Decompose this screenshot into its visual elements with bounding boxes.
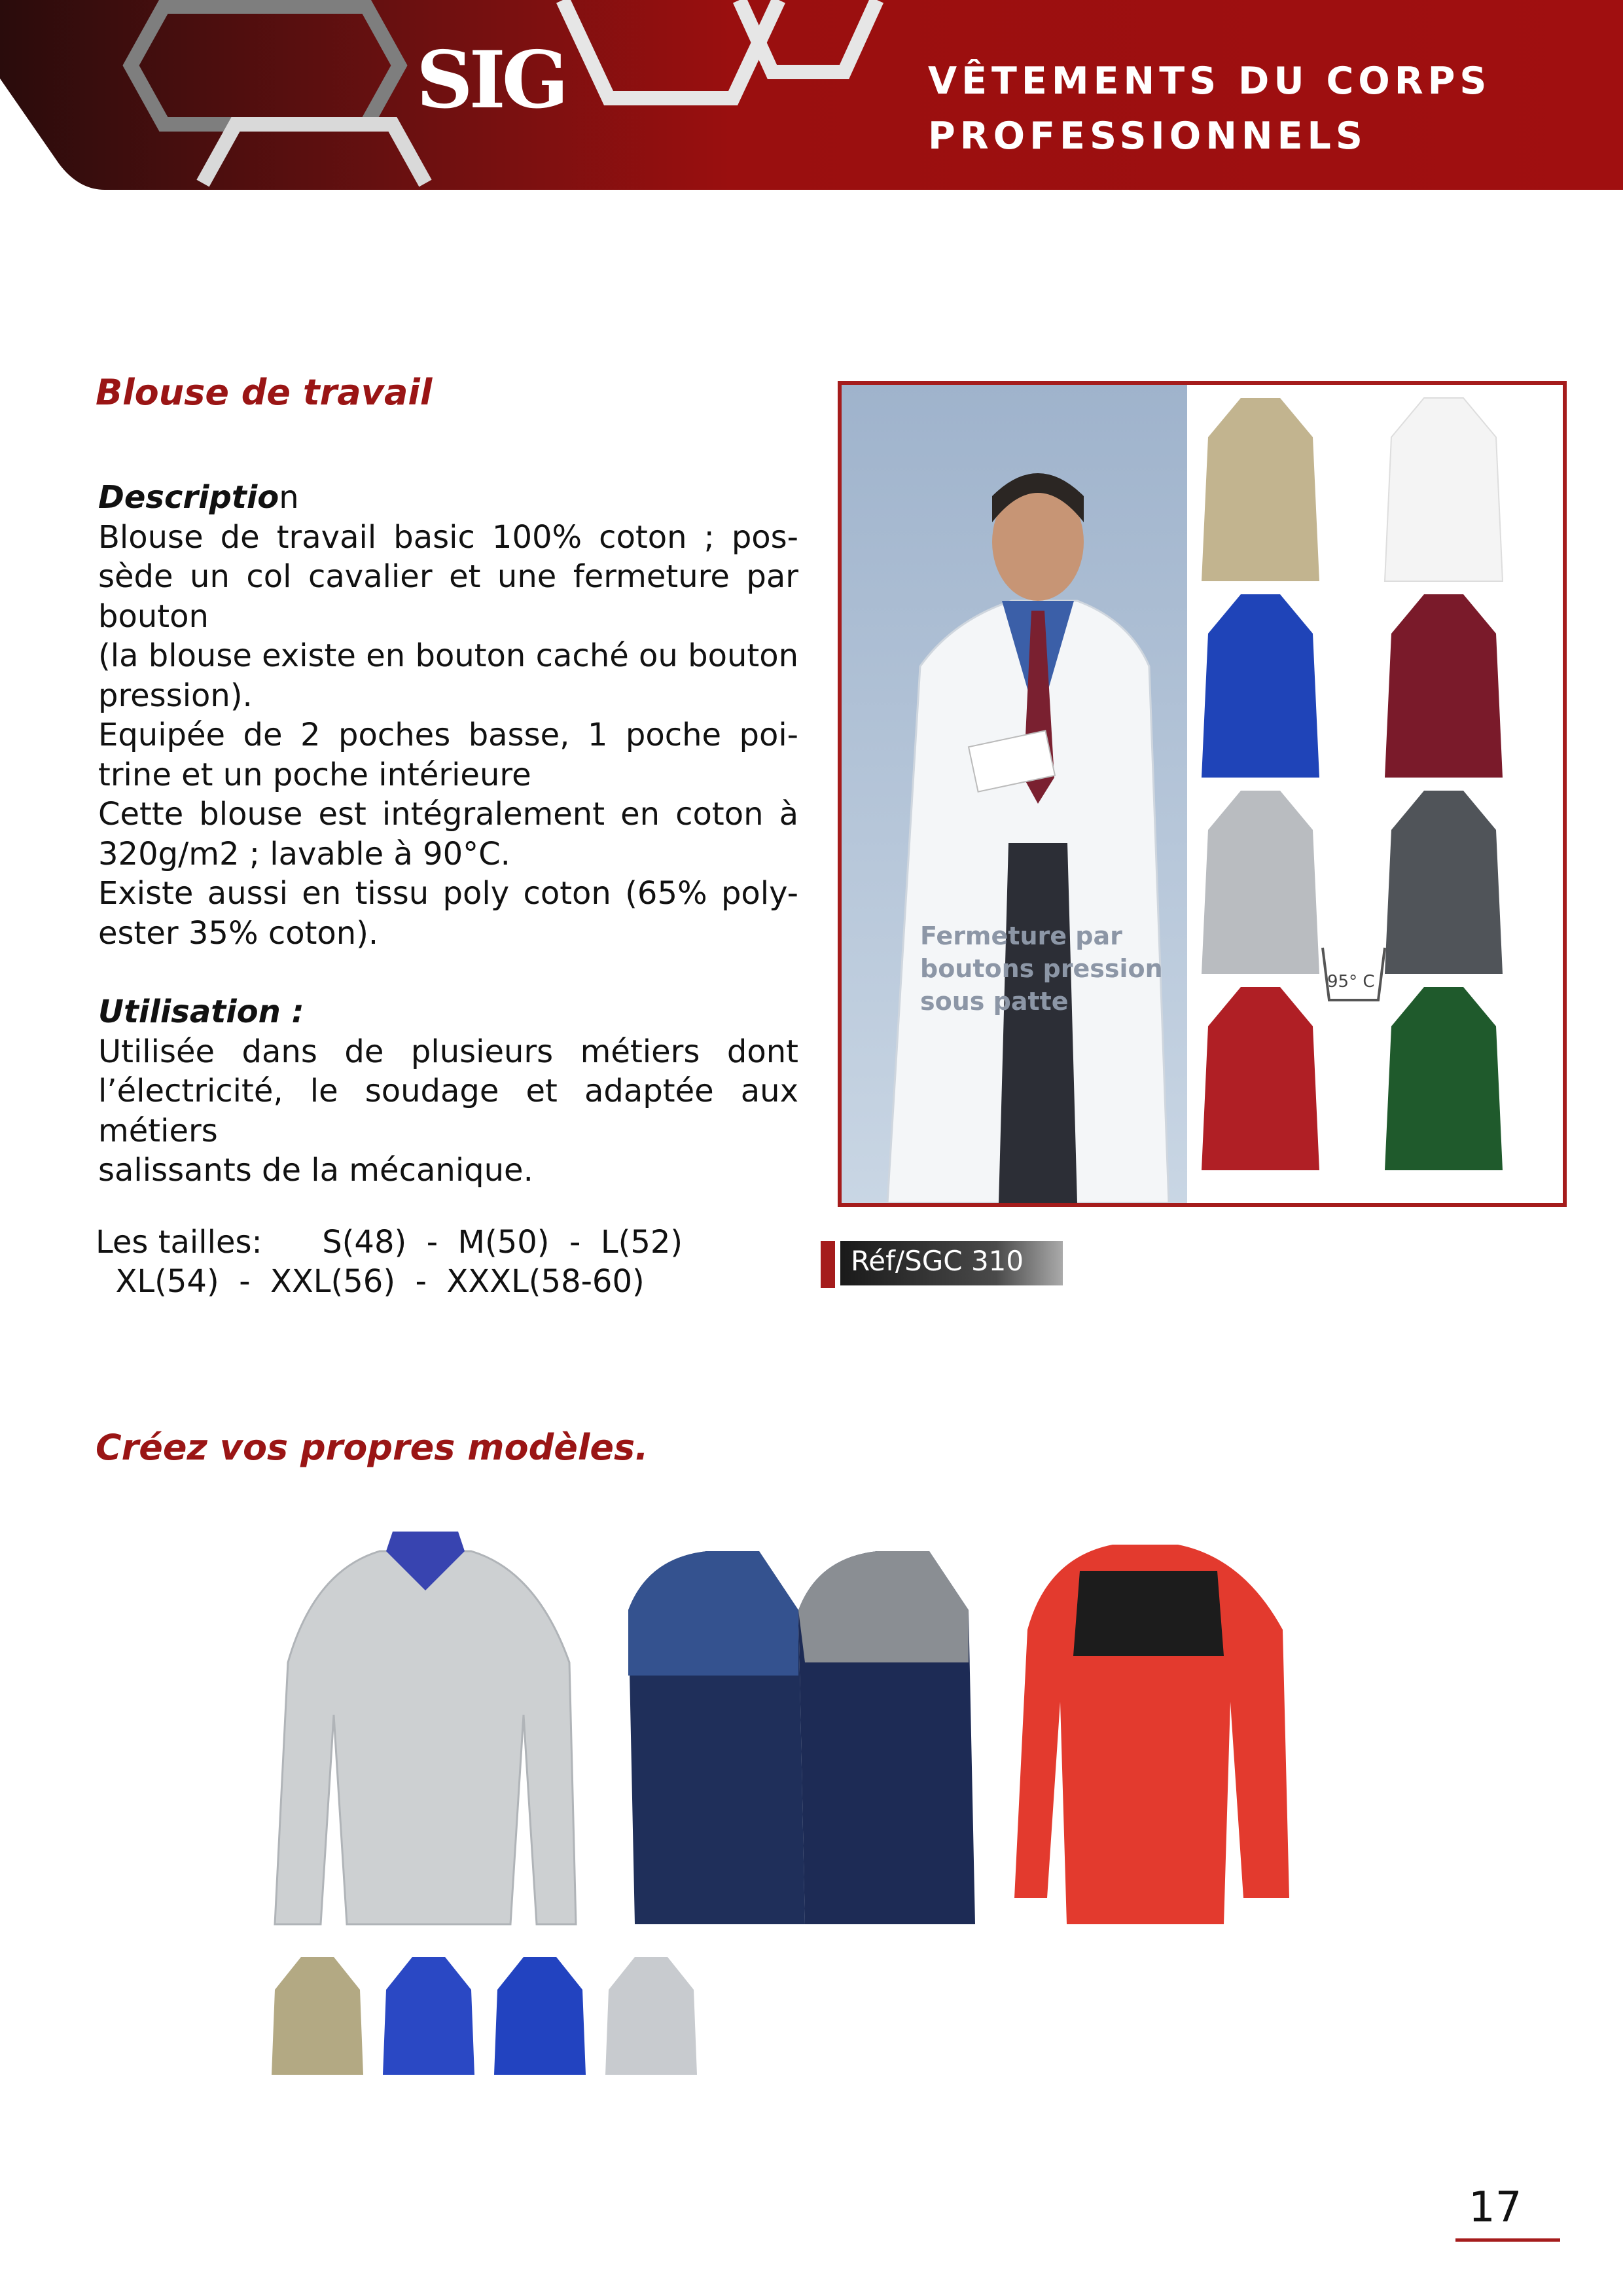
page-number: 17: [1469, 2183, 1522, 2232]
photo-caption-line1: Fermeture par: [920, 922, 1122, 950]
product-title: Blouse de travail: [96, 372, 433, 413]
description-paragraph-1: Blouse de travail basic 100% coton ; pos-sède un col cavalier et une fermeture par bouton: [98, 518, 798, 635]
wash-label: 95° C: [1327, 972, 1375, 992]
header-title-line1: VÊTEMENTS DU CORPS: [928, 60, 1491, 103]
page-header: [0, 0, 1623, 190]
description-paragraph-5: Existe aussi en tissu poly coton (65% poly-ester 35% coton).: [98, 875, 798, 952]
usage-paragraph-2: salissants de la mécanique.: [98, 1152, 533, 1189]
sig-logo: SIG: [416, 34, 565, 126]
navy-grey-coats-icon: [628, 1551, 975, 1924]
usage-heading: Utilisation :: [98, 994, 304, 1030]
product-description: [98, 478, 798, 1191]
photo-caption-line2: boutons pression: [920, 954, 1163, 983]
product-photo-art: [842, 385, 1563, 1203]
custom-models-title: Créez vos propres modèles.: [96, 1427, 649, 1468]
grey-blue-coat-icon: [275, 1532, 576, 1924]
sizes-line2: XL(54) - XXL(56) - XXXL(58-60): [115, 1263, 645, 1300]
reference-badge: [821, 1241, 1063, 1288]
small-coats-row-icon: [272, 1957, 697, 2075]
description-paragraph-2: (la blouse existe en bouton caché ou bouton pression).: [98, 637, 798, 714]
header-title-line2: PROFESSIONNELS: [928, 115, 1367, 158]
description-paragraph-4: Cette blouse est intégralement en coton à 320g/m2 ; lavable à 90°C.: [98, 796, 798, 872]
product-photo: [838, 381, 1567, 1207]
photo-caption-line3: sous patte: [920, 987, 1069, 1016]
custom-models-art: [262, 1532, 1309, 2186]
sizes-block: [96, 1223, 683, 1301]
sizes-label: Les tailles:: [96, 1224, 262, 1261]
header-title: [928, 54, 1582, 164]
usage-paragraph-1: Utilisée dans de plusieurs métiers dont l’électricité, le soudage et adaptée aux métiers: [98, 1033, 798, 1149]
description-heading-b: n: [279, 479, 299, 516]
custom-models-photo: [262, 1532, 1309, 2186]
description-paragraph-3: Equipée de 2 poches basse, 1 poche poi-trine et un poche intérieure: [98, 717, 798, 793]
page-number-rule: [1455, 2238, 1560, 2242]
description-heading: [98, 478, 798, 518]
description-heading-a: Descriptio: [98, 479, 279, 516]
reference-code: Réf/SGC 310: [851, 1245, 1024, 1277]
red-black-coat-icon: [1014, 1545, 1289, 1924]
sizes-line1: S(48) - M(50) - L(52): [322, 1224, 683, 1261]
